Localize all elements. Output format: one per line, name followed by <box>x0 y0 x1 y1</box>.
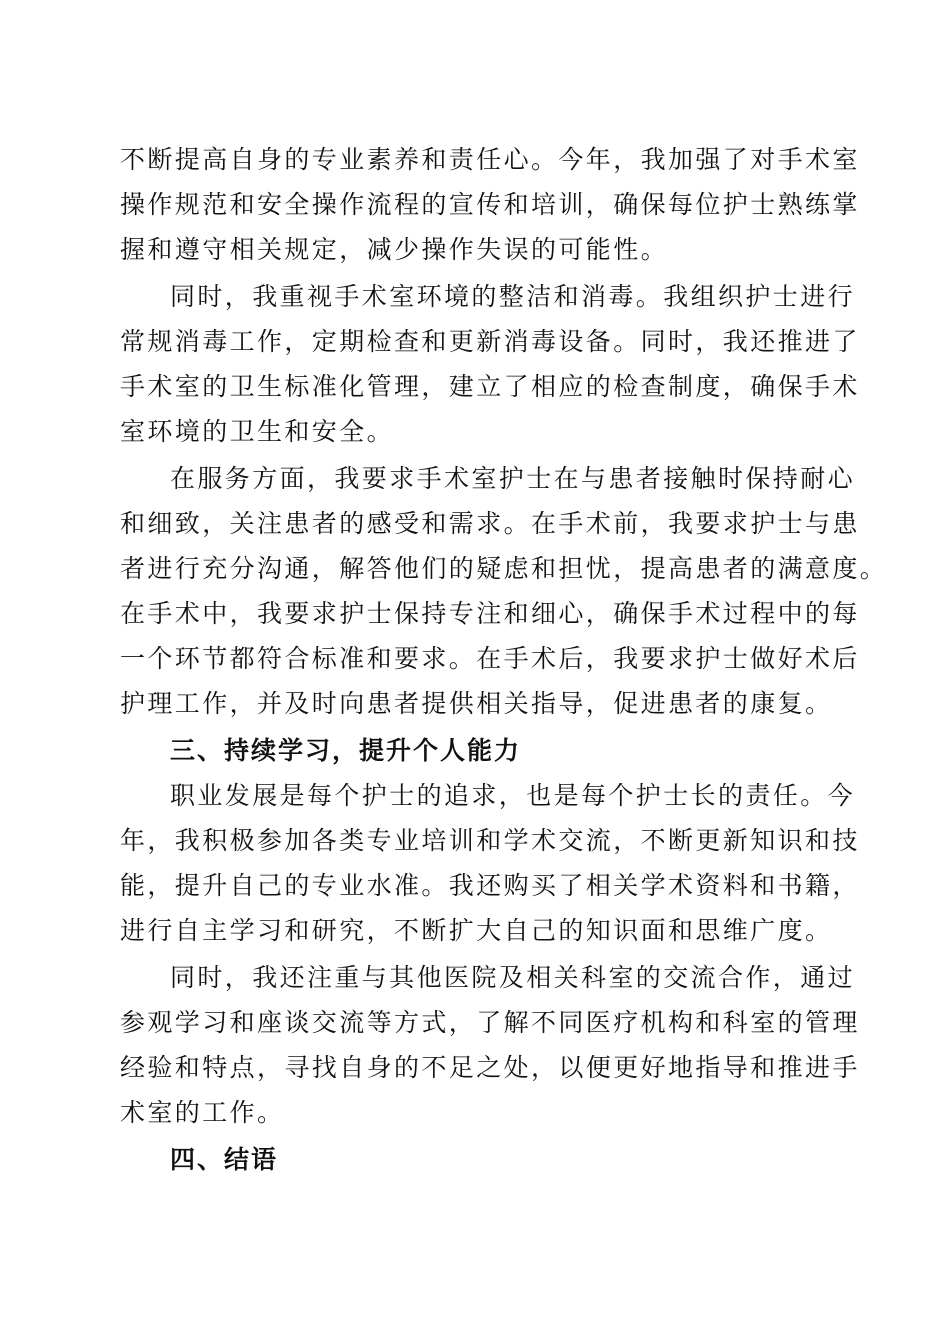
text-line: 常规消毒工作，定期检查和更新消毒设备。同时，我还推进了 <box>120 327 860 356</box>
text-line: 握和遵守相关规定，减少操作失误的可能性。 <box>120 235 669 264</box>
text-line: 经验和特点，寻找自身的不足之处，以便更好地指导和推进手 <box>120 1053 860 1082</box>
text-line: 室环境的卫生和安全。 <box>120 417 395 446</box>
text-line: 护理工作，并及时向患者提供相关指导，促进患者的康复。 <box>120 689 833 718</box>
text-line: 一个环节都符合标准和要求。在手术后，我要求护士做好术后 <box>120 644 860 673</box>
text-line: 能，提升自己的专业水准。我还购买了相关学术资料和书籍， <box>120 871 860 900</box>
text-line: 在手术中，我要求护士保持专注和细心，确保手术过程中的每 <box>120 599 860 628</box>
document-body <box>120 137 888 1182</box>
section-heading: 四、结语 <box>170 1145 279 1174</box>
text-line: 同时，我还注重与其他医院及相关科室的交流合作，通过 <box>170 963 856 992</box>
text-line: 年，我积极参加各类专业培训和学术交流，不断更新知识和技 <box>120 826 860 855</box>
text-line: 参观学习和座谈交流等方式，了解不同医疗机构和科室的管理 <box>120 1008 860 1037</box>
text-line: 者进行充分沟通，解答他们的疑虑和担忧，提高患者的满意度。 <box>120 554 888 583</box>
text-line: 手术室的卫生标准化管理，建立了相应的检查制度，确保手术 <box>120 372 860 401</box>
paragraph <box>120 456 888 726</box>
text-line: 同时，我重视手术室环境的整洁和消毒。我组织护士进行 <box>170 282 856 311</box>
paragraph <box>120 137 860 272</box>
text-line: 和细致，关注患者的感受和需求。在手术前，我要求护士与患 <box>120 509 860 538</box>
text-line: 不断提高自身的专业素养和责任心。今年，我加强了对手术室 <box>120 145 860 174</box>
text-line: 术室的工作。 <box>120 1098 285 1127</box>
paragraph <box>120 773 860 953</box>
paragraph <box>120 955 860 1135</box>
text-line: 职业发展是每个护士的追求，也是每个护士长的责任。今 <box>170 781 856 810</box>
section-heading: 三、持续学习，提升个人能力 <box>170 736 522 765</box>
text-line: 在服务方面，我要求手术室护士在与患者接触时保持耐心 <box>170 464 856 493</box>
text-line: 进行自主学习和研究，不断扩大自己的知识面和思维广度。 <box>120 916 833 945</box>
text-line: 操作规范和安全操作流程的宣传和培训，确保每位护士熟练掌 <box>120 190 860 219</box>
paragraph <box>120 274 860 454</box>
